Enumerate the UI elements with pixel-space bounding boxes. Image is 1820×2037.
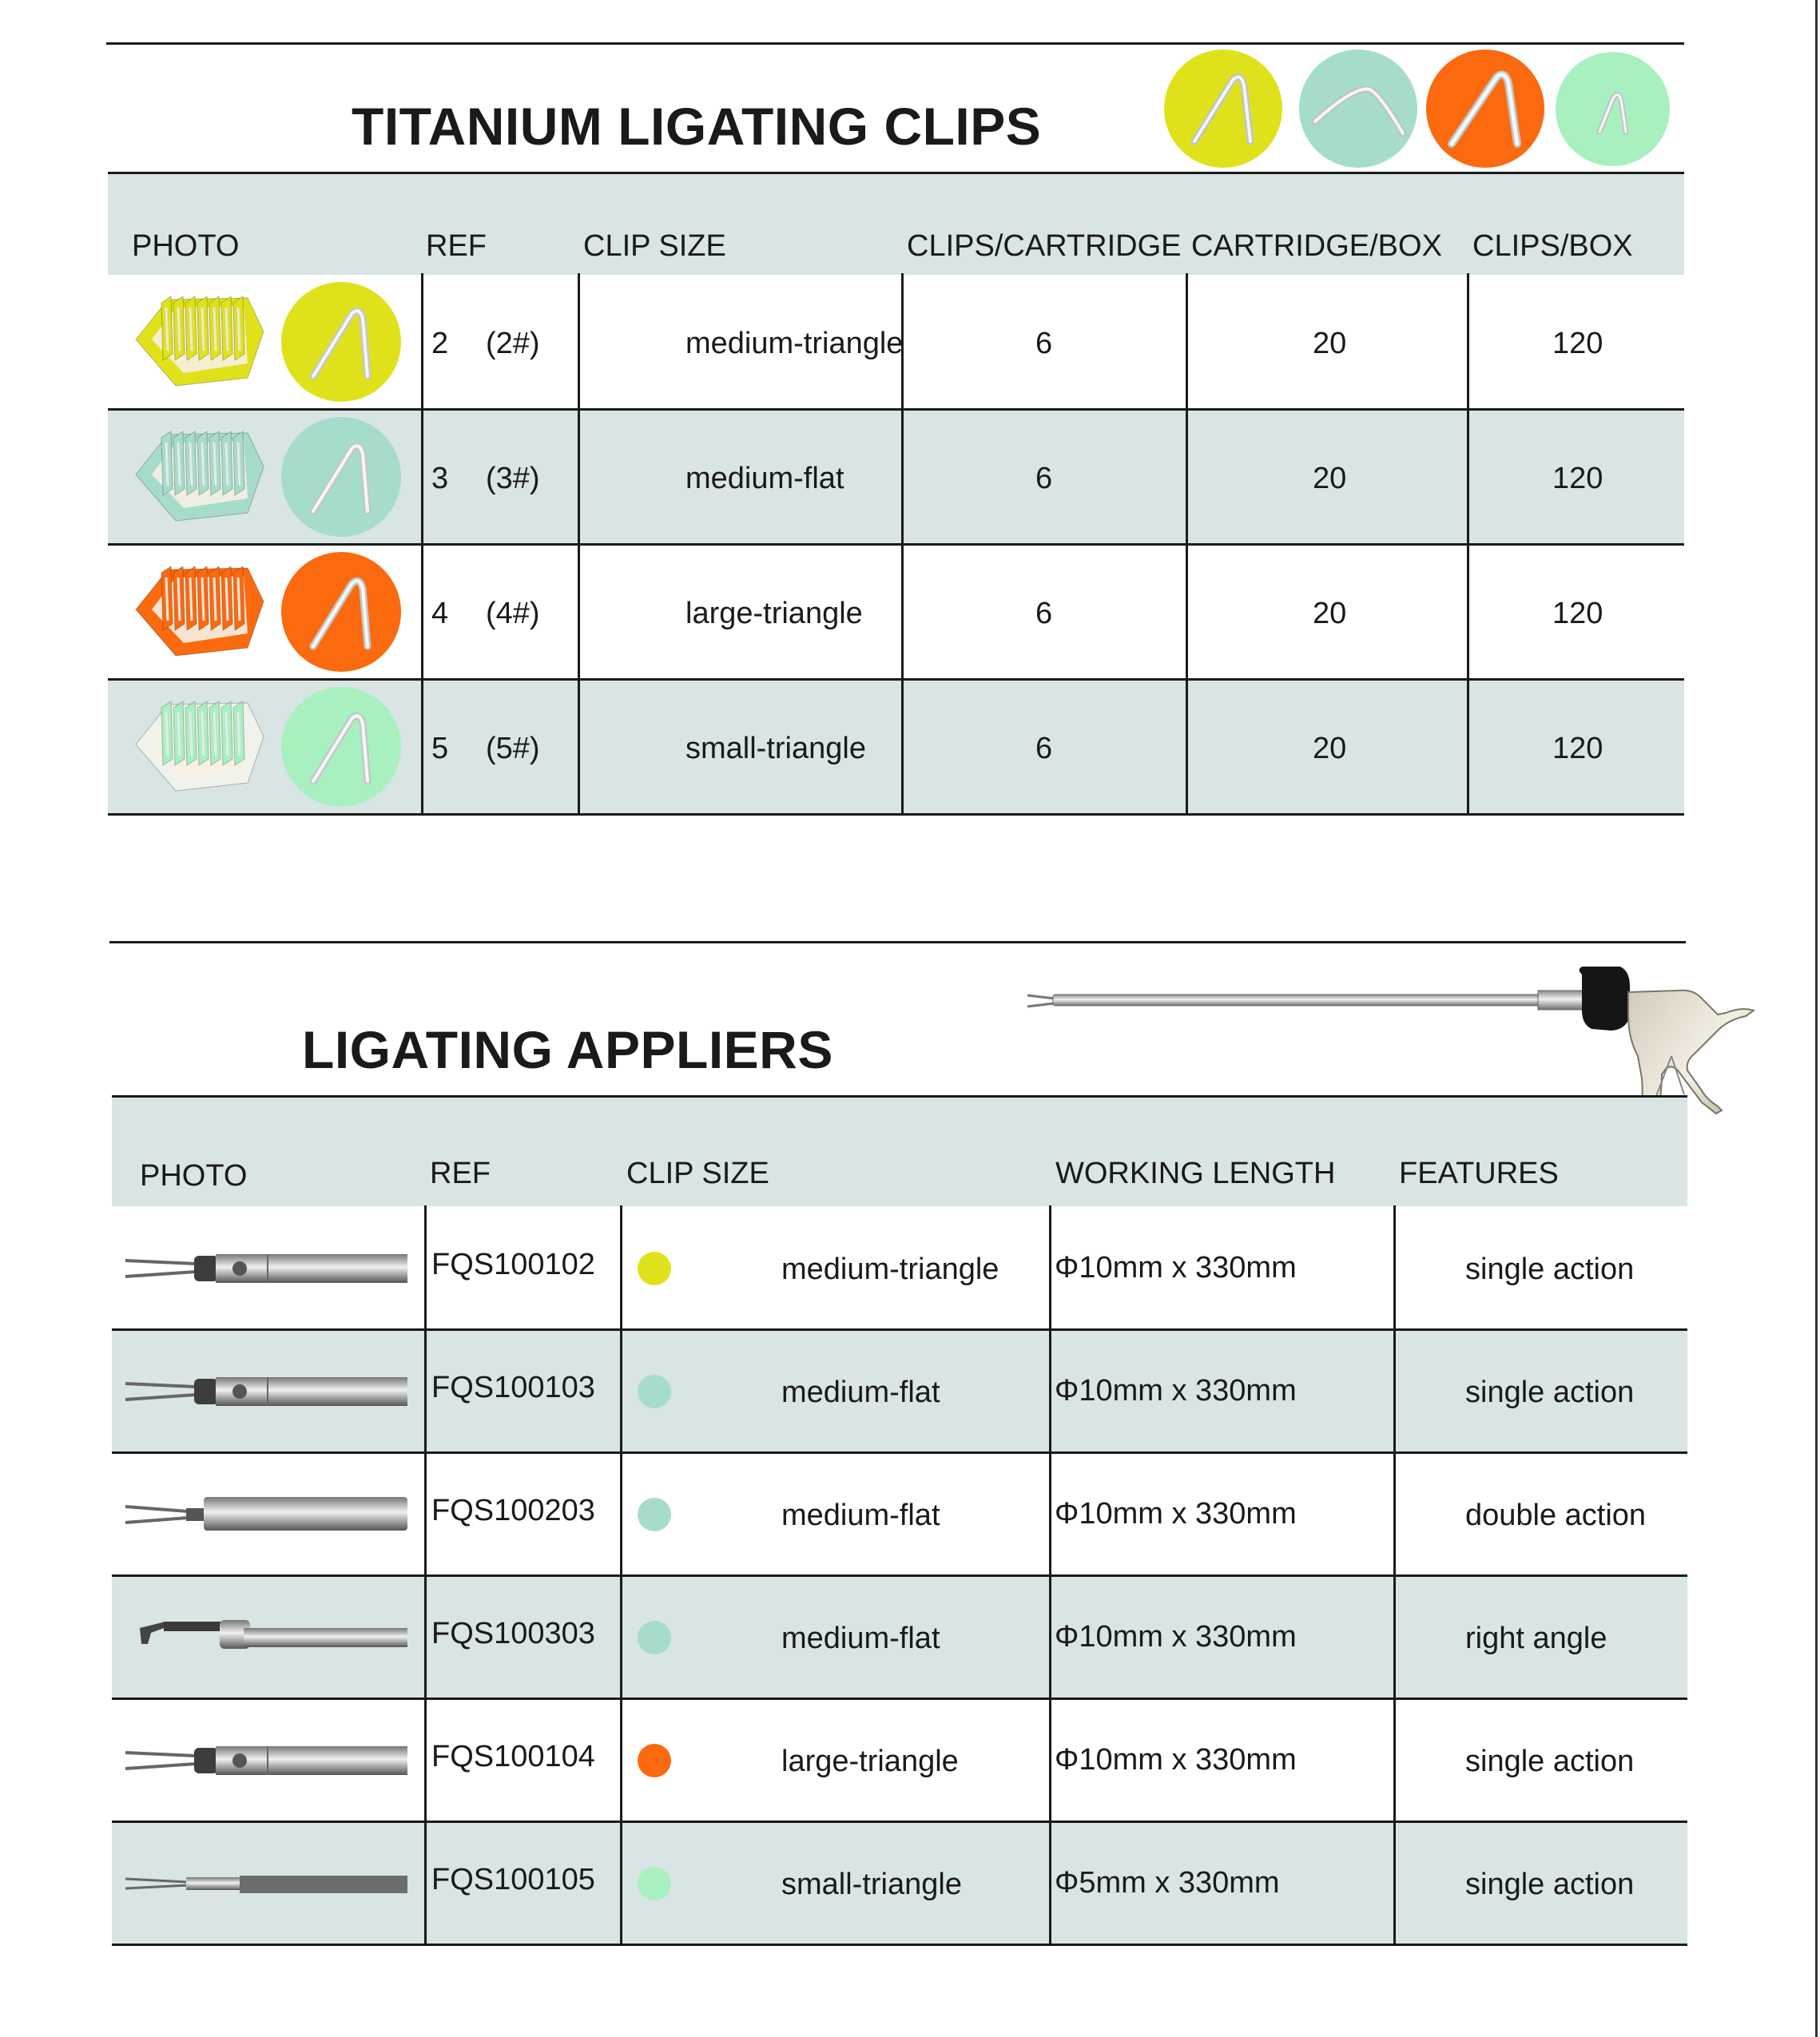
- ref-number: 4: [431, 597, 449, 630]
- clips-per-box: 120: [1552, 732, 1603, 765]
- column-divider: [901, 543, 904, 678]
- clip-color-dot-icon: [638, 1744, 671, 1777]
- ref-code: (3#): [486, 462, 540, 495]
- ref-code: FQS100103: [431, 1371, 595, 1404]
- row-divider: [112, 1451, 1687, 1454]
- clip-size: small-triangle: [685, 732, 866, 765]
- clips-per-cartridge: 6: [1035, 462, 1053, 495]
- cartridge-per-box: 20: [1313, 327, 1347, 360]
- divider: [109, 941, 1686, 943]
- cartridge-per-box: 20: [1313, 597, 1347, 630]
- feature: single action: [1465, 1868, 1635, 1901]
- applier-tip-icon: [124, 1610, 411, 1666]
- ref-number: 3: [431, 462, 449, 495]
- column-divider: [620, 1821, 622, 1944]
- column-divider: [1393, 1205, 1396, 1328]
- column-divider: [1049, 1574, 1051, 1698]
- column-divider: [578, 273, 580, 408]
- clip-size: small-triangle: [781, 1868, 962, 1901]
- cartridge-per-box: 20: [1313, 732, 1347, 765]
- clip-size: medium-triangle: [685, 327, 904, 360]
- ref-code: FQS100303: [431, 1617, 595, 1650]
- column-divider: [1049, 1328, 1051, 1451]
- column-divider: [1393, 1574, 1396, 1698]
- clip-icon: [281, 417, 401, 537]
- header-clip-size: CLIP SIZE: [583, 229, 726, 263]
- clip-icon: [281, 552, 401, 672]
- divider: [106, 42, 1684, 45]
- ref-code: (4#): [486, 597, 540, 630]
- column-divider: [421, 273, 423, 408]
- header-clips-per-cartridge: CLIPS/CARTRIDGE: [907, 229, 1182, 263]
- clip-size: medium-triangle: [781, 1253, 999, 1286]
- column-divider: [424, 1328, 427, 1451]
- divider: [112, 1095, 1687, 1098]
- column-divider: [578, 678, 580, 813]
- clips-per-box: 120: [1552, 597, 1603, 630]
- column-divider: [1186, 408, 1188, 543]
- feature: double action: [1465, 1499, 1647, 1532]
- clip-color-dot-icon: [638, 1498, 671, 1531]
- feature: single action: [1465, 1745, 1635, 1778]
- clip-size: medium-flat: [781, 1622, 940, 1655]
- header-photo: PHOTO: [140, 1159, 248, 1193]
- column-divider: [421, 543, 423, 678]
- column-divider: [1186, 678, 1188, 813]
- column-divider: [424, 1698, 427, 1821]
- column-divider: [620, 1698, 622, 1821]
- clip-cartridge-icon: [128, 689, 272, 800]
- clip-cartridge-icon: [128, 284, 272, 395]
- header-ref: REF: [430, 1157, 491, 1190]
- column-divider: [620, 1328, 622, 1451]
- clips-per-cartridge: 6: [1035, 597, 1053, 630]
- ref-code: (2#): [486, 327, 540, 360]
- column-divider: [1467, 273, 1469, 408]
- applier-tip-icon: [124, 1733, 411, 1789]
- column-divider: [1049, 1451, 1051, 1574]
- column-divider: [421, 678, 423, 813]
- column-divider: [1049, 1698, 1051, 1821]
- clip-color-dot-icon: [638, 1252, 671, 1285]
- clip-swatch-yellow-icon: [1164, 50, 1282, 168]
- applier-tip-icon: [124, 1856, 411, 1912]
- column-divider: [1186, 273, 1188, 408]
- ref-number: 5: [431, 732, 449, 765]
- clip-swatch-mint-icon: [1299, 50, 1417, 168]
- column-divider: [1393, 1698, 1396, 1821]
- header-clips-per-box: CLIPS/BOX: [1472, 229, 1633, 263]
- working-length: Φ5mm x 330mm: [1055, 1866, 1280, 1900]
- column-divider: [620, 1451, 622, 1574]
- clips-per-cartridge: 6: [1035, 732, 1053, 765]
- column-divider: [578, 543, 580, 678]
- clip-icon: [281, 282, 401, 402]
- feature: single action: [1465, 1253, 1635, 1286]
- clip-size: medium-flat: [781, 1499, 940, 1532]
- clips-per-box: 120: [1552, 327, 1603, 360]
- column-divider: [1186, 543, 1188, 678]
- column-divider: [424, 1574, 427, 1698]
- column-divider: [424, 1821, 427, 1944]
- feature: right angle: [1465, 1622, 1607, 1655]
- clip-icon: [281, 687, 401, 807]
- clip-color-dot-icon: [638, 1867, 671, 1900]
- column-divider: [1393, 1328, 1396, 1451]
- column-divider: [424, 1205, 427, 1328]
- clip-cartridge-icon: [128, 419, 272, 530]
- clip-color-dot-icon: [638, 1621, 671, 1654]
- appliers-title: LIGATING APPLIERS: [302, 1020, 833, 1079]
- ref-code: FQS100105: [431, 1863, 595, 1896]
- ref-code: FQS100203: [431, 1494, 595, 1527]
- ref-code: FQS100104: [431, 1740, 595, 1773]
- clips-per-cartridge: 6: [1035, 327, 1053, 360]
- working-length: Φ10mm x 330mm: [1055, 1620, 1297, 1654]
- row-divider: [112, 1944, 1687, 1946]
- clips-title: TITANIUM LIGATING CLIPS: [352, 97, 1042, 156]
- applier-tip-icon: [124, 1241, 411, 1297]
- column-divider: [1049, 1821, 1051, 1944]
- column-divider: [421, 408, 423, 543]
- working-length: Φ10mm x 330mm: [1055, 1497, 1297, 1531]
- column-divider: [620, 1205, 622, 1328]
- column-divider: [1393, 1451, 1396, 1574]
- row-divider: [112, 1698, 1687, 1700]
- column-divider: [578, 408, 580, 543]
- clip-size: medium-flat: [781, 1376, 940, 1409]
- working-length: Φ10mm x 330mm: [1055, 1743, 1297, 1777]
- applier-tip-icon: [124, 1487, 411, 1543]
- header-ref: REF: [426, 229, 487, 263]
- header-photo: PHOTO: [132, 229, 240, 263]
- header-working-length: WORKING LENGTH: [1055, 1157, 1336, 1190]
- clip-size: large-triangle: [781, 1745, 959, 1778]
- cartridge-per-box: 20: [1313, 462, 1347, 495]
- row-divider: [108, 813, 1684, 816]
- column-divider: [1049, 1205, 1051, 1328]
- working-length: Φ10mm x 330mm: [1055, 1251, 1297, 1285]
- column-divider: [424, 1451, 427, 1574]
- clip-color-dot-icon: [638, 1375, 671, 1408]
- divider: [108, 172, 1684, 174]
- applier-tip-icon: [124, 1364, 411, 1420]
- clip-size: medium-flat: [685, 462, 844, 495]
- header-features: FEATURES: [1399, 1157, 1559, 1190]
- header-clip-size: CLIP SIZE: [626, 1157, 769, 1190]
- feature: single action: [1465, 1376, 1635, 1409]
- ref-code: (5#): [486, 732, 540, 765]
- ref-code: FQS100102: [431, 1248, 595, 1281]
- column-divider: [620, 1574, 622, 1698]
- clips-header-band: [108, 174, 1684, 275]
- working-length: Φ10mm x 330mm: [1055, 1374, 1297, 1408]
- clip-cartridge-icon: [128, 554, 272, 665]
- clip-swatch-orange-icon: [1426, 50, 1544, 168]
- column-divider: [1467, 408, 1469, 543]
- clip-size: large-triangle: [685, 597, 863, 630]
- row-divider: [108, 543, 1684, 546]
- clips-per-box: 120: [1552, 462, 1603, 495]
- column-divider: [901, 408, 904, 543]
- header-cartridge-per-box: CARTRIDGE/BOX: [1191, 229, 1442, 263]
- clip-swatch-light-green-icon: [1556, 52, 1670, 166]
- page-edge-line: [1815, 0, 1818, 2037]
- ref-number: 2: [431, 327, 449, 360]
- column-divider: [901, 678, 904, 813]
- column-divider: [1467, 678, 1469, 813]
- column-divider: [1467, 543, 1469, 678]
- column-divider: [1393, 1821, 1396, 1944]
